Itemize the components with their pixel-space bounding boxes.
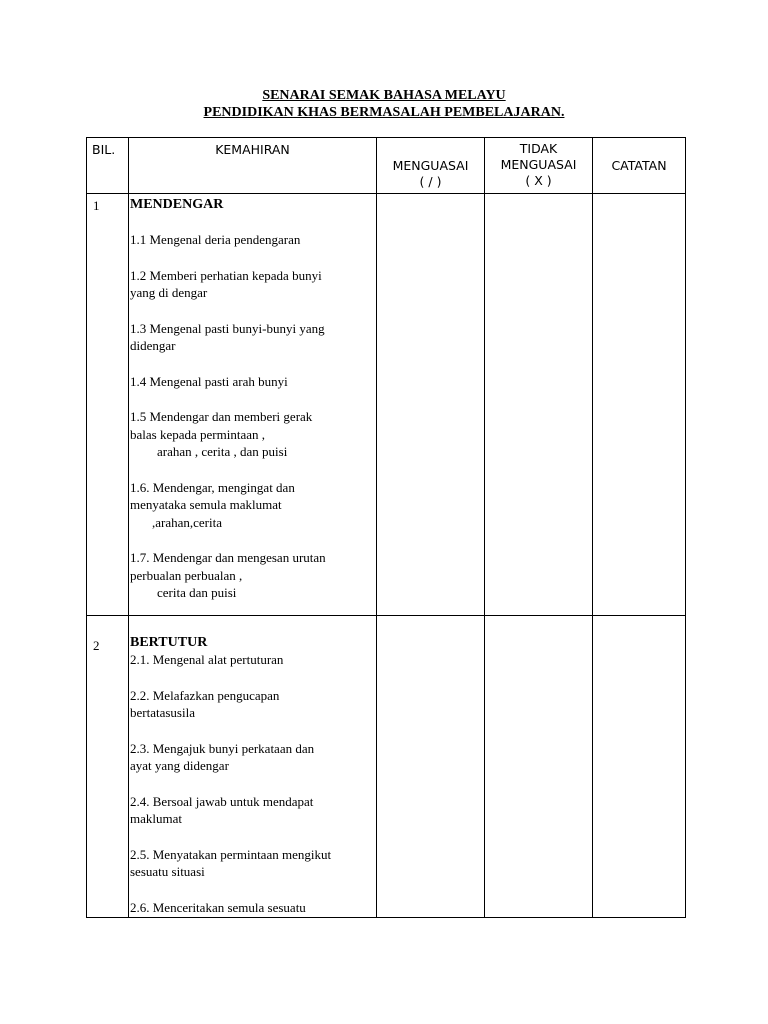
tidak-menguasai-cell[interactable] <box>485 194 593 616</box>
header-catatan: CATATAN <box>593 138 686 194</box>
skill-line: 2.5. Menyatakan permintaan mengikut <box>130 846 332 862</box>
skill-line: maklumat <box>130 811 182 826</box>
section-row-bertutur <box>87 616 686 918</box>
header-tidak-mark: ( X ) <box>525 173 552 188</box>
catatan-cell[interactable] <box>593 616 686 918</box>
skill-item <box>130 549 374 602</box>
skill-item <box>130 651 374 669</box>
section-number: 2 <box>87 616 129 918</box>
skill-line: didengar <box>130 338 176 353</box>
document-title: SENARAI SEMAK BAHASA MELAYU <box>262 88 506 103</box>
skill-item <box>130 479 374 532</box>
header-kemahiran: KEMAHIRAN <box>129 138 377 194</box>
menguasai-cell[interactable] <box>377 194 485 616</box>
skill-line: ,arahan,cerita <box>152 514 223 530</box>
skill-line: 2.6. Menceritakan semula sesuatu <box>130 899 306 915</box>
skill-item <box>130 793 374 828</box>
skill-line: 2.3. Mengajuk bunyi perkataan dan <box>130 740 315 756</box>
skill-line: 2.2. Melafazkan pengucapan <box>130 687 280 703</box>
header-bil: BIL. <box>87 138 129 194</box>
header-menguasai <box>377 138 485 194</box>
skill-line: balas kepada permintaan , <box>130 426 265 442</box>
skill-item <box>130 408 374 461</box>
skills-cell <box>129 194 377 616</box>
skills-cell <box>129 616 377 918</box>
section-title: MENDENGAR <box>130 197 224 212</box>
skill-line: ayat yang didengar <box>130 758 229 773</box>
skill-item <box>130 320 374 355</box>
skill-line: arahan , cerita , dan puisi <box>157 444 288 459</box>
skill-line: bertatasusila <box>130 705 195 720</box>
section-number: 1 <box>87 194 129 616</box>
skill-line: 1.4 Mengenal pasti arah bunyi <box>130 373 288 389</box>
header-tidak-menguasai <box>485 138 593 194</box>
skill-item <box>130 740 374 775</box>
skill-line: cerita dan puisi <box>157 585 237 600</box>
skill-line: 1.2 Memberi perhatian kepada bunyi <box>130 267 322 283</box>
skill-line: 1.3 Mengenal pasti bunyi-bunyi yang <box>130 320 325 336</box>
skill-line: sesuatu situasi <box>130 864 205 879</box>
skill-line: 1.1 Mengenal deria pendengaran <box>130 232 301 247</box>
section-title: BERTUTUR <box>130 635 208 650</box>
document-subtitle: PENDIDIKAN KHAS BERMASALAH PEMBELAJARAN. <box>203 105 565 120</box>
skill-line: menyataka semula maklumat <box>130 497 282 512</box>
header-tidak-line2: MENGUASAI <box>500 157 577 172</box>
header-menguasai-mark: ( / ) <box>419 174 442 189</box>
skill-line: 1.7. Mendengar dan mengesan urutan <box>130 550 326 565</box>
skill-item <box>130 687 374 722</box>
skill-item <box>130 899 374 917</box>
skill-item <box>130 846 374 881</box>
menguasai-cell[interactable] <box>377 616 485 918</box>
skill-item <box>130 231 374 249</box>
skill-line: 2.1. Mengenal alat pertuturan <box>130 652 284 667</box>
checklist-table <box>86 137 686 918</box>
header-row <box>87 138 686 194</box>
catatan-cell[interactable] <box>593 194 686 616</box>
skill-line: perbualan perbualan , <box>130 567 243 583</box>
tidak-menguasai-cell[interactable] <box>485 616 593 918</box>
section-row-mendengar <box>87 194 686 616</box>
skill-line: 1.5 Mendengar dan memberi gerak <box>130 409 313 424</box>
header-menguasai-label: MENGUASAI <box>392 158 469 173</box>
skill-line: yang di dengar <box>130 285 208 300</box>
skill-item <box>130 373 374 391</box>
skill-line: 1.6. Mendengar, mengingat dan <box>130 479 295 495</box>
skill-item <box>130 267 374 302</box>
skill-line: 2.4. Bersoal jawab untuk mendapat <box>130 793 314 809</box>
header-tidak-line1: TIDAK <box>519 141 558 156</box>
